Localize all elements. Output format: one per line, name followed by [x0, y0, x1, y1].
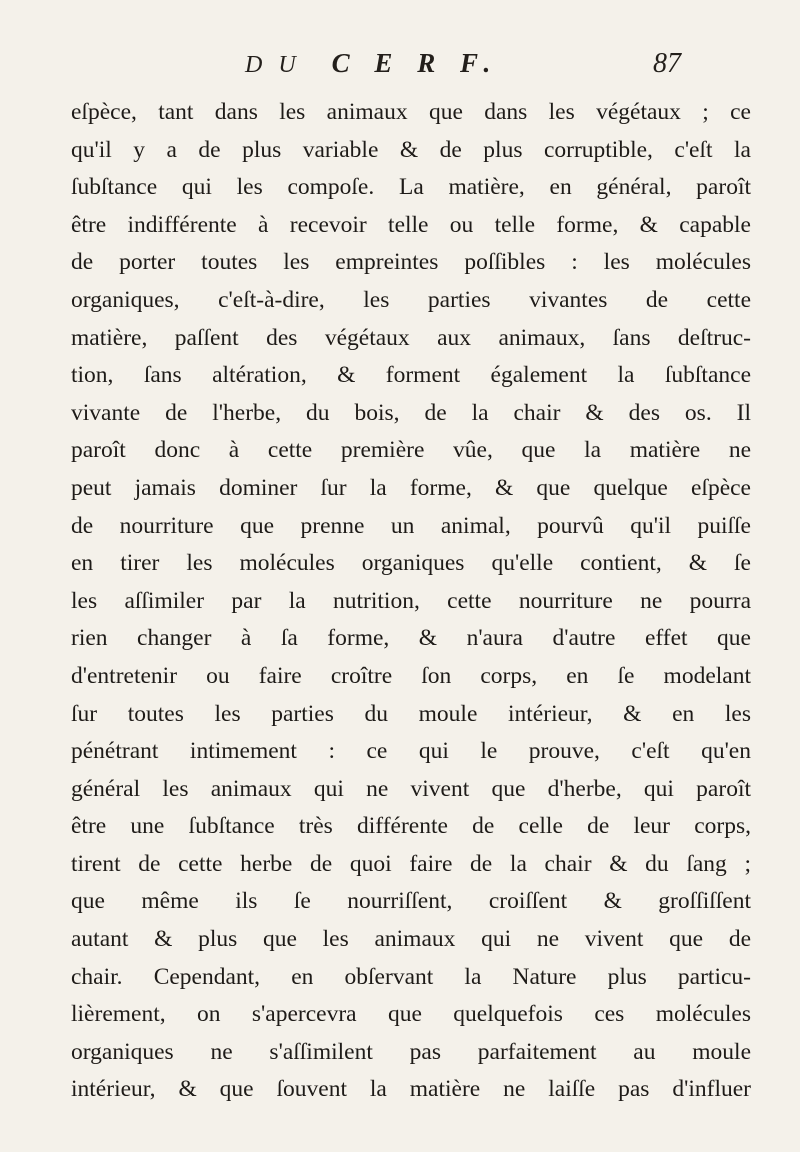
text-line: autant & plus que les animaux qui ne vivent que de [71, 926, 751, 953]
text-line: tirent de cette herbe de quoi faire de la chair & du ſang ; [71, 850, 751, 877]
running-head-word-1: D U [245, 52, 301, 78]
text-line: être indifférente à recevoir telle ou telle forme, & capable [71, 211, 751, 238]
text-line: tion, ſans altération, & forment également la ſubſtance [71, 362, 751, 389]
text-line: les aſſimiler par la nutrition, cette nourriture ne pourra [71, 587, 751, 614]
page-number: 87 [653, 48, 681, 79]
text-line: rien changer à ſa forme, & n'aura d'autre effet que [71, 625, 751, 652]
body-text [71, 94, 751, 1109]
text-line: général les animaux qui ne vivent que d'herbe, qui paroît [71, 775, 751, 802]
running-head-word-2: C E R F. [331, 48, 500, 78]
text-line: que même ils ſe nourriſſent, croiſſent & groſſiſſent [71, 888, 751, 915]
text-line: matière, paſſent des végétaux aux animaux, ſans deſtruc- [71, 324, 751, 351]
text-line: ſubſtance qui les compoſe. La matière, en général, paroît [71, 174, 751, 201]
text-line: vivante de l'herbe, du bois, de la chair & des os. Il [71, 399, 751, 426]
text-line: être une ſubſtance très différente de celle de leur corps, [71, 813, 751, 840]
text-line: qu'il y a de plus variable & de plus corruptible, c'eſt la [71, 136, 751, 163]
text-line: peut jamais dominer ſur la forme, & que quelque eſpèce [71, 474, 751, 501]
text-line: de nourriture que prenne un animal, pourvû qu'il puiſſe [71, 512, 751, 539]
text-line: lièrement, on s'apercevra que quelquefois ces molécules [71, 1001, 751, 1028]
text-line: intérieur, & que ſouvent la matière ne laiſſe pas d'influer [71, 1076, 751, 1103]
text-line: ſur toutes les parties du moule intérieur, & en les [71, 700, 751, 727]
text-line: chair. Cependant, en obſervant la Nature plus particu- [71, 963, 751, 990]
text-line: de porter toutes les empreintes poſſibles : les molécules [71, 249, 751, 276]
text-line: organiques ne s'aſſimilent pas parfaitement au moule [71, 1038, 751, 1065]
text-line: d'entretenir ou faire croître ſon corps, en ſe modelant [71, 662, 751, 689]
text-line: organiques, c'eſt-à-dire, les parties vivantes de cette [71, 286, 751, 313]
text-line: eſpèce, tant dans les animaux que dans les végétaux ; ce [71, 99, 751, 125]
text-line: paroît donc à cette première vûe, que la matière ne [71, 437, 751, 464]
running-head [245, 48, 575, 79]
text-line: pénétrant intimement : ce qui le prouve, c'eſt qu'en [71, 738, 751, 765]
text-line: en tirer les molécules organiques qu'elle contient, & ſe [71, 550, 751, 577]
